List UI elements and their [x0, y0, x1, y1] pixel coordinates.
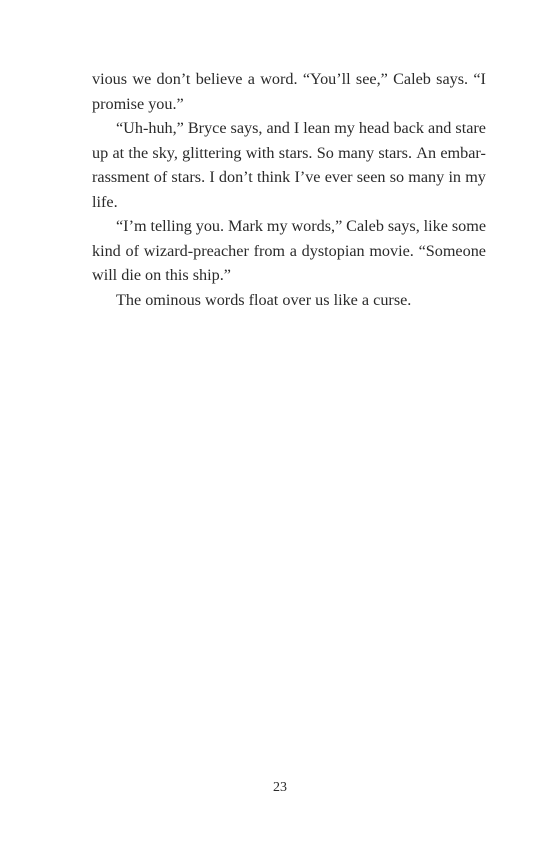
word: in	[448, 168, 462, 186]
word: “I’m	[116, 217, 147, 235]
paragraph-first-line	[92, 116, 486, 141]
word: kind	[92, 241, 121, 260]
word: “Someone	[418, 241, 486, 260]
word: I	[209, 168, 215, 186]
word: stare	[455, 119, 486, 137]
word: An	[416, 143, 437, 162]
word: and	[428, 119, 452, 137]
text-line: promise you.”	[92, 94, 184, 113]
word: “You’ll	[302, 70, 351, 88]
word: from	[253, 241, 286, 260]
word: says.	[436, 70, 469, 88]
page-number: 23	[273, 780, 287, 795]
text-line: will die on this ship.”	[92, 266, 231, 284]
word: up	[92, 143, 109, 162]
word: my	[334, 119, 355, 137]
word: Caleb	[393, 70, 431, 88]
text-line	[92, 141, 486, 166]
word: my	[465, 168, 486, 186]
word: think	[256, 168, 291, 186]
word: you.	[195, 217, 225, 235]
word: a	[247, 70, 255, 88]
word: lean	[303, 119, 331, 137]
word: don’t	[156, 70, 191, 88]
paragraph-first-line: The ominous words float over us like a curse.	[116, 290, 412, 309]
text-line: life.	[92, 192, 118, 211]
word: Caleb	[346, 217, 384, 235]
text-line	[92, 67, 486, 92]
word: stars.	[278, 143, 313, 162]
word: my	[266, 217, 288, 235]
word: we	[132, 70, 152, 88]
word: “I	[473, 70, 486, 88]
word: glittering	[182, 143, 242, 162]
word: like	[423, 217, 448, 235]
word: a	[289, 241, 297, 260]
word: Bryce	[187, 119, 227, 137]
word: believe	[195, 70, 243, 88]
word: so	[389, 168, 405, 186]
word: says,	[387, 217, 420, 235]
word: word.	[260, 70, 298, 88]
word: stars.	[171, 168, 206, 186]
word: rassment	[92, 168, 150, 186]
word: movie.	[369, 241, 414, 260]
word: stars.	[378, 143, 413, 162]
word: of	[125, 241, 139, 260]
word: many	[338, 143, 375, 162]
paragraph-first-line	[92, 214, 486, 239]
word: I’ve	[294, 168, 321, 186]
word: dystopian	[301, 241, 365, 260]
word: sky,	[152, 143, 178, 162]
word: telling	[150, 217, 192, 235]
word: see,”	[355, 70, 388, 88]
word: vious	[92, 70, 128, 88]
word: ever	[324, 168, 353, 186]
word: some	[451, 217, 486, 235]
word: at	[112, 143, 125, 162]
word: head	[358, 119, 390, 137]
word: the	[128, 143, 149, 162]
word: don’t	[218, 168, 253, 186]
word: of	[153, 168, 168, 186]
word: “Uh-huh,”	[116, 119, 184, 137]
word: wizard-preacher	[143, 241, 249, 260]
body-text	[92, 67, 486, 312]
text-line	[92, 239, 486, 264]
word: back	[393, 119, 425, 137]
word: and	[266, 119, 290, 137]
word: Mark	[227, 217, 263, 235]
word: embar-	[440, 143, 486, 162]
word: So	[316, 143, 334, 162]
word: many	[408, 168, 445, 186]
word: words,”	[291, 217, 343, 235]
text-line	[92, 165, 486, 190]
word: says,	[230, 119, 263, 137]
word: seen	[356, 168, 386, 186]
word: I	[293, 119, 300, 137]
word: with	[245, 143, 275, 162]
